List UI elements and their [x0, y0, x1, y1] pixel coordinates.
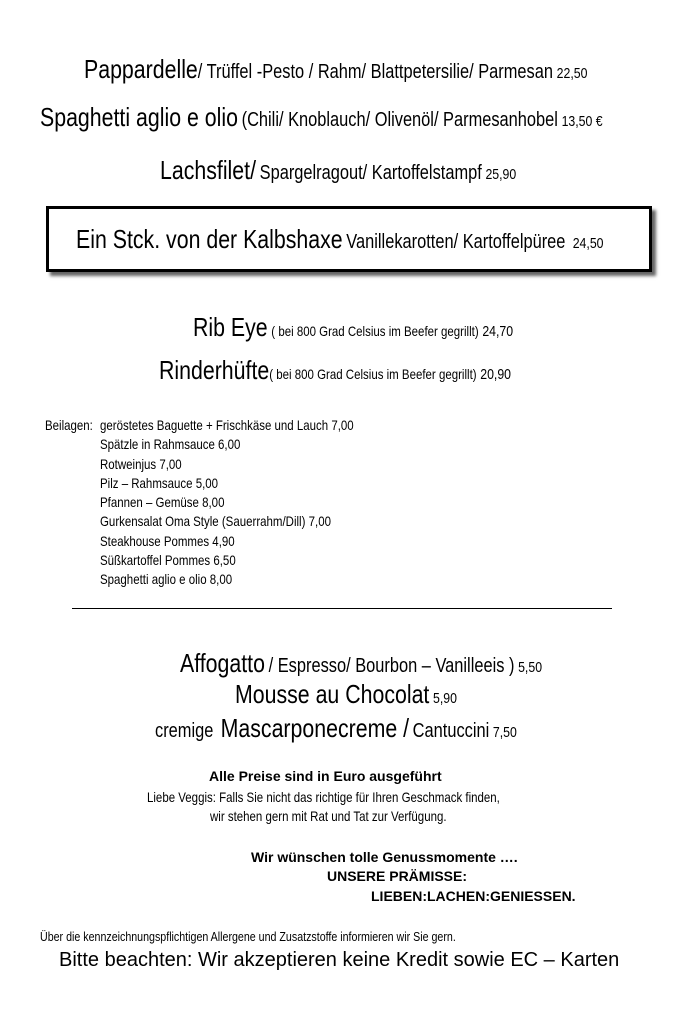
dish-name: Spaghetti aglio e olio	[40, 102, 238, 132]
side-item: Pfannen – Gemüse 8,00	[100, 494, 225, 510]
side-item: Pilz – Rahmsauce 5,00	[100, 475, 219, 491]
dessert-name: Mousse au Chocolat	[235, 679, 430, 709]
side-item: Spätzle in Rahmsauce 6,00	[100, 436, 241, 452]
side-item: Süßkartoffel Pommes 6,50	[100, 552, 236, 568]
dish-desc: / Trüffel -Pesto / Rahm/ Blattpetersilie/ Parmesan	[197, 61, 553, 83]
dish-name: Pappardelle	[84, 54, 198, 84]
dessert-name: Affogatto	[180, 648, 265, 678]
side-item: Gurkensalat Oma Style (Sauerrahm/Dill) 7,00	[100, 513, 331, 529]
dish-name: Rib Eye	[193, 312, 268, 342]
dish-desc: Vanillekarotten/ Kartoffelpüree	[346, 231, 566, 253]
veggie-note-1: Liebe Veggis: Falls Sie nicht das richtige für Ihren Geschmack finden,	[147, 789, 500, 805]
divider	[72, 608, 612, 609]
dish-price: 22,50	[556, 65, 588, 82]
dish-name: Rinderhüfte	[159, 355, 270, 385]
premise-note: UNSERE PRÄMISSE:	[327, 868, 468, 884]
dish-desc: ( bei 800 Grad Celsius im Beefer gegrillt)	[271, 323, 479, 339]
dish-kalbshaxe	[76, 224, 604, 255]
dish-rinderhuefte	[159, 355, 511, 386]
dish-lachsfilet	[160, 155, 516, 186]
dish-price: 13,50 €	[561, 113, 603, 130]
dessert-mascarpone	[155, 713, 517, 744]
dish-name: Lachsfilet/	[160, 155, 257, 185]
dish-price: 20,90	[480, 366, 512, 383]
side-item: Steakhouse Pommes 4,90	[100, 533, 235, 549]
dish-name: Ein Stck. von der Kalbshaxe	[76, 224, 343, 254]
dessert-pre: cremige	[155, 720, 214, 742]
payment-note: Bitte beachten: Wir akzeptieren keine Kredit sowie EC – Karten	[59, 949, 620, 971]
dish-desc: ( bei 800 Grad Celsius im Beefer gegrillt)	[269, 366, 477, 382]
dish-desc: (Chili/ Knoblauch/ Olivenöl/ Parmesanhobel	[241, 109, 558, 131]
dessert-price: 5,50	[518, 659, 543, 676]
dish-price: 25,90	[485, 166, 517, 183]
dish-pappardelle	[84, 54, 587, 85]
wish-note: Wir wünschen tolle Genussmomente ….	[251, 849, 518, 865]
dish-ribeye	[193, 312, 513, 343]
dish-price: 24,50	[572, 235, 604, 252]
side-item: Rotweinjus 7,00	[100, 456, 182, 472]
side-item: geröstetes Baguette + Frischkäse und Lauch 7,00	[100, 417, 354, 433]
side-item: Spaghetti aglio e olio 8,00	[100, 571, 233, 587]
allergens-note: Über die kennzeichnungspflichtigen Allergene und Zusatzstoffe informieren wir Sie gern.	[40, 929, 456, 944]
dessert-mousse	[235, 679, 457, 710]
dessert-desc: Cantuccini	[412, 720, 490, 742]
prices-note: Alle Preise sind in Euro ausgeführt	[209, 768, 442, 784]
dessert-affogatto	[180, 648, 542, 679]
dessert-price: 7,50	[492, 724, 517, 741]
dish-spaghetti	[40, 102, 603, 133]
dessert-desc: / Espresso/ Bourbon – Vanilleeis )	[268, 655, 515, 677]
dish-desc: Spargelragout/ Kartoffelstampf	[259, 162, 482, 184]
dessert-name: Mascarponecreme /	[220, 713, 410, 743]
dish-price: 24,70	[482, 323, 514, 340]
dessert-price: 5,90	[433, 690, 457, 707]
veggie-note-2: wir stehen gern mit Rat und Tat zur Verfügung.	[210, 808, 447, 824]
sides-label: Beilagen:	[45, 417, 93, 433]
motto-note: LIEBEN:LACHEN:GENIESSEN.	[371, 888, 576, 904]
